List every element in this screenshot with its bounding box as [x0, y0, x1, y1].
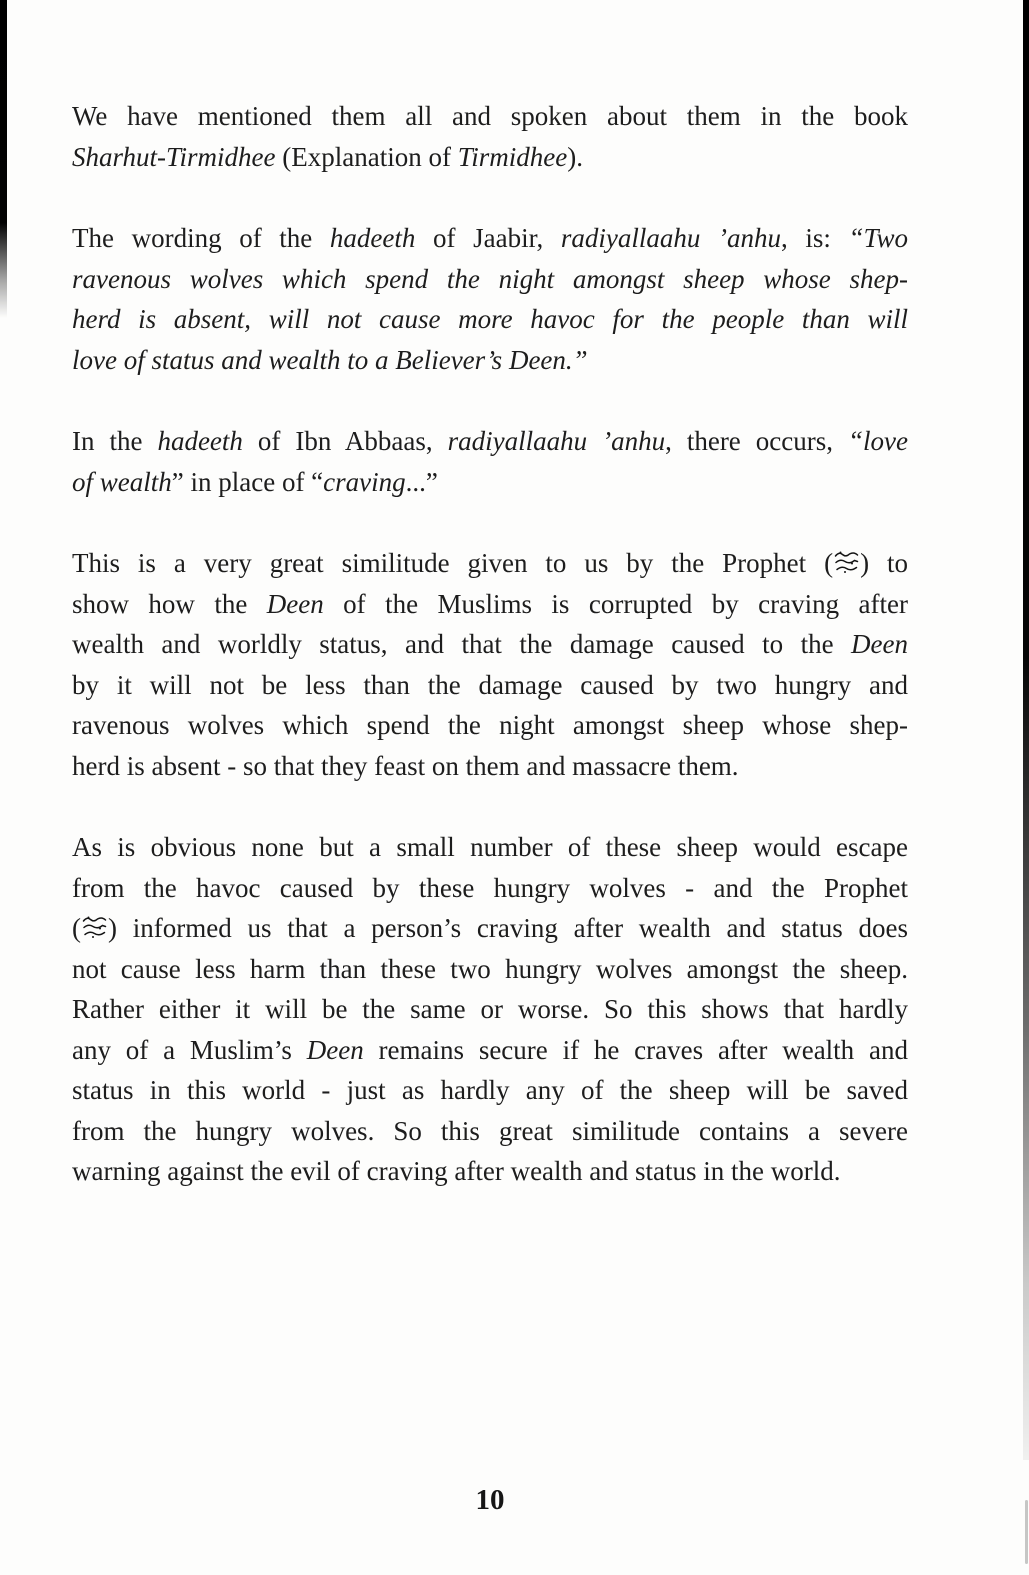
scan-edge-artifact-left: [0, 0, 7, 318]
italic-text-run: hadeeth: [157, 426, 243, 456]
text-run: status in this world - just as hardly any of the sheep will be saved: [72, 1075, 908, 1105]
text-run: ...”: [405, 466, 438, 497]
text-run: (: [72, 913, 81, 943]
italic-text-run: “Two: [848, 223, 908, 253]
italic-text-run: Deen: [306, 1034, 364, 1065]
body-paragraph: [72, 218, 908, 380]
text-run: In the: [72, 426, 158, 456]
text-run: ).: [567, 141, 583, 172]
page-body-text: [72, 96, 908, 1233]
text-run: warning against the evil of craving after wealth and status in the world.: [72, 1156, 841, 1186]
text-line: [72, 746, 908, 787]
text-run: , there occurs,: [665, 426, 848, 456]
text-run: (Explanation of: [275, 141, 458, 172]
text-line: [72, 299, 908, 340]
text-line: [72, 1151, 908, 1192]
text-line: [72, 949, 908, 990]
text-run: of Jaabir,: [415, 223, 561, 253]
italic-text-run: ravenous wolves which spend the night amongst sheep whose shep-: [72, 263, 908, 294]
prophet-honorific-icon: [81, 915, 108, 939]
text-line: [72, 584, 908, 625]
text-run: ) to: [860, 548, 908, 578]
text-run: ” in place of “: [171, 466, 324, 497]
italic-text-run: radiyallaahu ’anhu: [560, 223, 781, 253]
text-run: As is obvious none but a small number of these sheep would escape: [72, 832, 908, 862]
text-run: ravenous wolves which spend the night amongst sheep whose shep-: [72, 710, 908, 740]
italic-text-run: radiyallaahu ’anhu: [447, 426, 666, 456]
text-run: We have mentioned them all and spoken about them in the book: [72, 101, 908, 131]
text-run: from the havoc caused by these hungry wolves - and the Prophet: [72, 872, 908, 903]
text-line: [72, 1111, 908, 1152]
text-line: [72, 340, 908, 381]
text-run: This is a very great similitude given to us by the Prophet (: [72, 548, 834, 578]
italic-text-run: Deen: [851, 629, 908, 659]
text-line: [72, 96, 908, 137]
italic-text-run: Sharhut-Tirmidhee: [72, 141, 276, 172]
scan-edge-artifact-bottom-right: [1025, 1500, 1028, 1564]
text-run: Rather either it will be the same or worse. So this shows that hardly: [72, 994, 908, 1024]
text-line: [72, 705, 908, 746]
text-line: [72, 543, 908, 584]
text-run: , is:: [780, 223, 849, 253]
text-run: by it will not be less than the damage caused by two hungry and: [72, 669, 908, 700]
text-run: of the Muslims is corrupted by craving after: [323, 588, 908, 619]
text-line: [72, 868, 908, 909]
scan-edge-artifact-right: [1023, 0, 1029, 1460]
italic-text-run: craving: [323, 466, 406, 497]
page-number: 10: [475, 1484, 505, 1516]
italic-text-run: herd is absent, will not cause more havoc for the people than will: [72, 304, 908, 334]
text-run: remains secure if he craves after wealth and: [363, 1034, 908, 1065]
text-line: [72, 1070, 908, 1111]
text-line: [72, 421, 908, 462]
text-line: [72, 665, 908, 706]
text-run: show how the: [72, 588, 267, 619]
text-line: [72, 624, 908, 665]
italic-text-run: love of status and wealth to a Believer’s Deen.”: [72, 344, 588, 375]
body-paragraph: [72, 827, 908, 1192]
text-line: [72, 989, 908, 1030]
text-line: [72, 827, 908, 868]
text-run: The wording of the: [72, 223, 330, 253]
text-run: of Ibn Abbaas,: [242, 426, 448, 456]
italic-text-run: “love: [847, 426, 908, 456]
italic-text-run: hadeeth: [329, 223, 416, 253]
text-line: [72, 908, 908, 949]
text-line: [72, 218, 908, 259]
text-line: [72, 462, 908, 503]
text-run: any of a Muslim’s: [72, 1034, 307, 1065]
italic-text-run: of wealth: [72, 466, 172, 497]
body-paragraph: [72, 543, 908, 786]
body-paragraph: [72, 96, 908, 177]
text-line: [72, 1030, 908, 1071]
italic-text-run: Deen: [266, 588, 324, 619]
text-line: [72, 137, 908, 178]
text-line: [72, 259, 908, 300]
prophet-honorific-icon: [833, 550, 860, 574]
italic-text-run: Tirmidhee: [457, 141, 568, 172]
text-run: wealth and worldly status, and that the damage caused to the: [72, 629, 852, 659]
text-run: herd is absent - so that they feast on them and massacre them.: [72, 750, 739, 781]
body-paragraph: [72, 421, 908, 502]
text-run: from the hungry wolves. So this great similitude contains a severe: [72, 1115, 908, 1146]
text-run: ) informed us that a person’s craving after wealth and status does: [108, 913, 908, 943]
text-run: not cause less harm than these two hungry wolves amongst the sheep.: [72, 953, 908, 984]
